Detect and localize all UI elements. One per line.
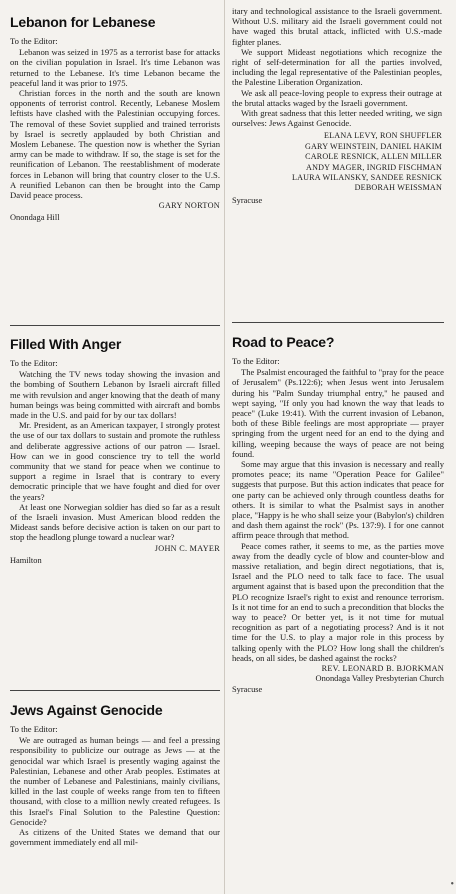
letter-road-to-peace [232,334,444,695]
place-line: Hamilton [10,555,42,565]
letter-paragraph: At least one Norwegian soldier has died so far as a result of the Israeli invasion. Must American blood redden the Mideast sands before decisive action is taken on our part to stop the headlong plunge toward a nuclear war? [10,501,220,543]
letter-paragraph: As citizens of the United States we demand that our government immediately end all mil- [10,827,220,848]
signer-line: ELANA LEVY, RON SHUFFLER [324,131,442,141]
letter-lebanon-for-lebanese [10,14,220,224]
letter-paragraph-continued: itary and technological assistance to the Israeli government. Without U.S. military aid the Israeli government could not have waged this brutal attack, inflicted with U.S.-made fighter planes. [232,6,442,47]
signer-line: GARY WEINSTEIN, DANIEL HAKIM [304,141,442,151]
headline-peace: Road to Peace? [232,334,335,350]
signer-line: ANDY MAGER, INGRID FISCHMAN [306,162,442,172]
headline-anger: Filled With Anger [10,336,122,352]
letter-paragraph: We support Mideast negotiations which recognize the right of self-determination for all the parties involved, including the legal representative of the Palestinian peoples, the Palestine Liberation Organization. [232,46,442,88]
signer-line: DEBORAH WEISSMAN [354,183,442,193]
letter-paragraph: We are outraged as human beings — and feel a pressing responsibility to publicize our outrage as Jews — at the genocidal war which Israel is presently waging against the Palestinian, Lebanese and other Arab peoples. Estimates at the number of Lebanese and Palestinians, mainly civilians, killed in the last couple of weeks range from ten to fifteen thousand, with close to a million newly created refugees. Is this Israel's Final Solution to the Palestine Question: Genocide? [10,735,220,827]
salutation: To the Editor: [10,358,58,368]
affiliation-line: Onondaga Valley Presbyterian Church [315,674,444,684]
place-line: Syracuse [232,684,263,694]
salutation: To the Editor: [10,724,58,734]
letter-paragraph: Lebanon was seized in 1975 as a terrorist base for attacks on the civilian population in Israel. It's time Lebanon was returned to the Lebanese. It's time Lebanon became the peaceful land it was prior to 1975. [10,47,220,88]
headline-genocide: Jews Against Genocide [10,702,163,718]
headline-lebanon: Lebanon for Lebanese [10,14,156,30]
salutation: To the Editor: [10,36,58,46]
letter-paragraph: Christian forces in the north and the south are known opponents of terrorist control. Recently, Lebanese Moslem leftists have clashed with the Palestinian occupying forces. The removal of these Soviet supplied and trained terrorists by Israel is secretly applauded by both Christian and Moslem Lebanese. The question now is whether the Syrian army can be made to withdraw. If so, the stage is set for the reunification of Lebanon. The reestablishment of moderate forces in Lebanon will bring that country closer to the U.S. A reunified Lebanon can then be brought into the Camp David peace process. [10,88,220,201]
letter-paragraph: Peace comes rather, it seems to me, as the parties move away from the deadly cycle of blow and counter-blow and massive retaliation, and begin direct negotiations, that is, Israel and the PLO need to talk face to face. The usual argument against that is based upon the precondition that the PLO recognize Israel's right to exist and renounce terrorism. Is it not time for an end to such a precondition that blocks the way to peace? Or better yet, is it not time for mutual recognition as part of a negotiating process? And is it not time for the U.S. to play a major role in this process by talking openly with the PLO? How long shall the children's heads, on all sides, be dashed against the rocks? [232,540,444,663]
signature: JOHN C. MAYER [154,543,220,553]
letter-paragraph: The Psalmist encouraged the faithful to "pray for the peace of Jerusalem" (Ps.122:6); when Jesus went into Jerusalem during his "Palm Sunday triumphal entry," he paused and wept saying, "If only you had known the way that leads to peace" (Luke 19:41). With the current invasion of Lebanon, both of these Bible feelings are most appropriate — prayer springing from the urgent need for an end to the dying and killing, weeping because the ways of peace are not being found. [232,367,444,459]
letter-paragraph: With great sadness that this letter needed writing, we sign ourselves: Jews Against Genocide. [232,108,442,129]
section-rule [10,690,220,691]
letter-jews-against-genocide [10,702,220,847]
letter-paragraph: Mr. President, as an American taxpayer, I strongly protest the use of our tax dollars to sustain and promote the ruthless and deliberate aggressive actions of our patron — Israel. How can we in good conscience try to tell the world community that we stand for peace when we continue to support a regime in Israel that is contrary to every democratic principle that we have fought and died for over the years? [10,420,220,502]
letter-paragraph: Some may argue that this invasion is necessary and really promotes peace; its name "Operation Peace for Galilee" suggests that purpose. But this action indicates that peace for one party can be achieved only through countless deaths for others. It is similar to what the Psalmist says in another place, "Happy is he who shall seize your (Babylon's) children and dash them against the rock" (Ps. 137:9). I for one cannot affirm peace through that method. [232,459,444,541]
signature: GARY NORTON [158,201,220,211]
letter-paragraph: We ask all peace-loving people to express their outrage at the brutal attacks waged by the Israeli government. [232,87,442,108]
place-line: Onondaga Hill [10,213,60,223]
signer-line: LAURA WILANSKY, SANDEE RESNICK [291,173,442,183]
column-gutter [224,0,225,894]
letter-jews-against-genocide-continued [232,6,442,206]
place-line: Syracuse [232,195,263,205]
signature: REV. LEONARD B. BJORKMAN [321,664,444,674]
signer-line: CAROLE RESNICK, ALLEN MILLER [305,152,442,162]
page-edge-mark: • [450,879,454,890]
signers-list [232,131,442,193]
letter-paragraph: Watching the TV news today showing the invasion and the bombing of Southern Lebanon by Israeli aircraft filled me with revulsion and anger knowing that the death of many human beings was being committed with aircraft and bombs made in the U.S. and paid for by our tax dollars! [10,369,220,421]
section-rule [10,325,220,326]
section-rule [232,322,444,323]
letter-filled-with-anger [10,336,220,566]
salutation: To the Editor: [232,356,280,366]
